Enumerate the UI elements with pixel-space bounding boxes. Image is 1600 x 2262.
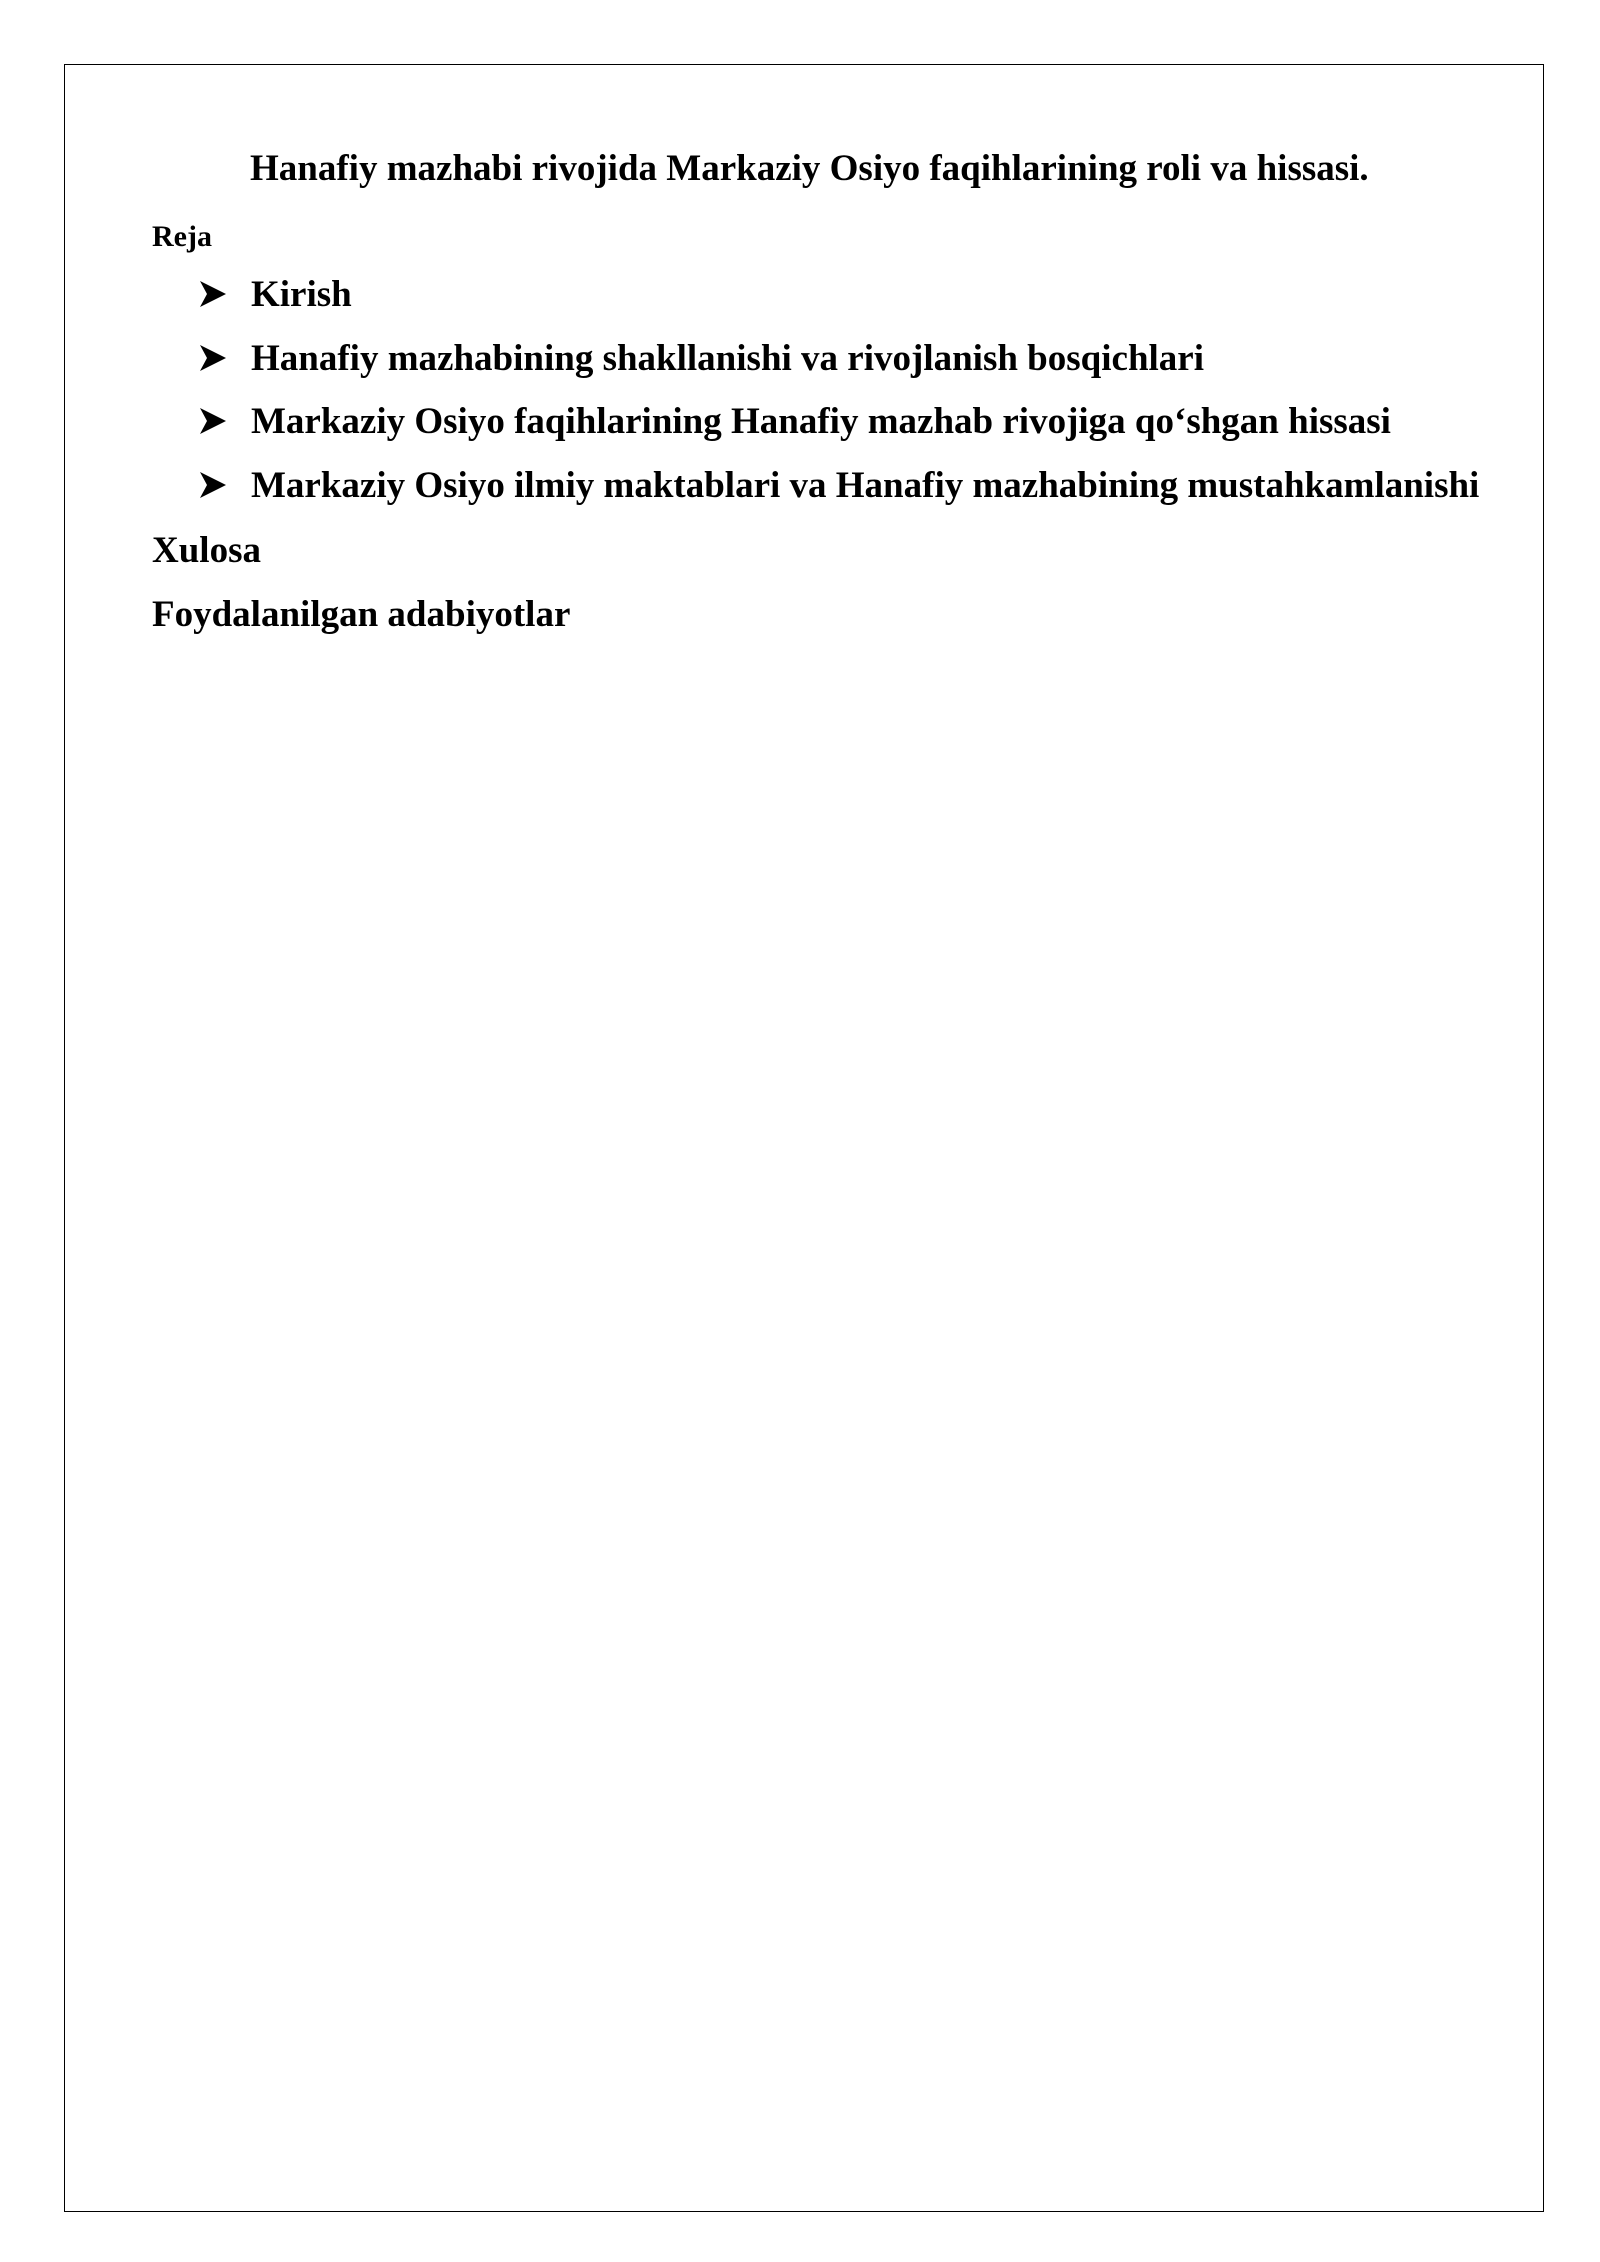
arrowhead-bullet-icon — [200, 345, 226, 371]
page-border — [64, 64, 1544, 2212]
plan-item-label: Kirish — [251, 274, 352, 315]
document-title: Hanafiy mazhabi rivojida Markaziy Osiyo faqihlarining roli va hissasi. — [250, 148, 1369, 189]
plan-item-label: Markaziy Osiyo faqihlarining Hanafiy mazhab rivojiga qo‘shgan hissasi — [251, 401, 1391, 442]
arrowhead-bullet-icon — [200, 408, 226, 434]
references-heading: Foydalanilgan adabiyotlar — [152, 594, 571, 635]
conclusion-heading: Xulosa — [152, 530, 261, 571]
plan-item-label: Markaziy Osiyo ilmiy maktablari va Hanafiy mazhabining mustahkamlanishi — [251, 464, 1480, 506]
plan-label: Reja — [152, 220, 212, 253]
plan-item-label: Hanafiy mazhabining shakllanishi va rivojlanish bosqichlari — [251, 337, 1205, 379]
arrowhead-bullet-icon — [200, 472, 226, 498]
arrowhead-bullet-icon — [200, 281, 226, 307]
